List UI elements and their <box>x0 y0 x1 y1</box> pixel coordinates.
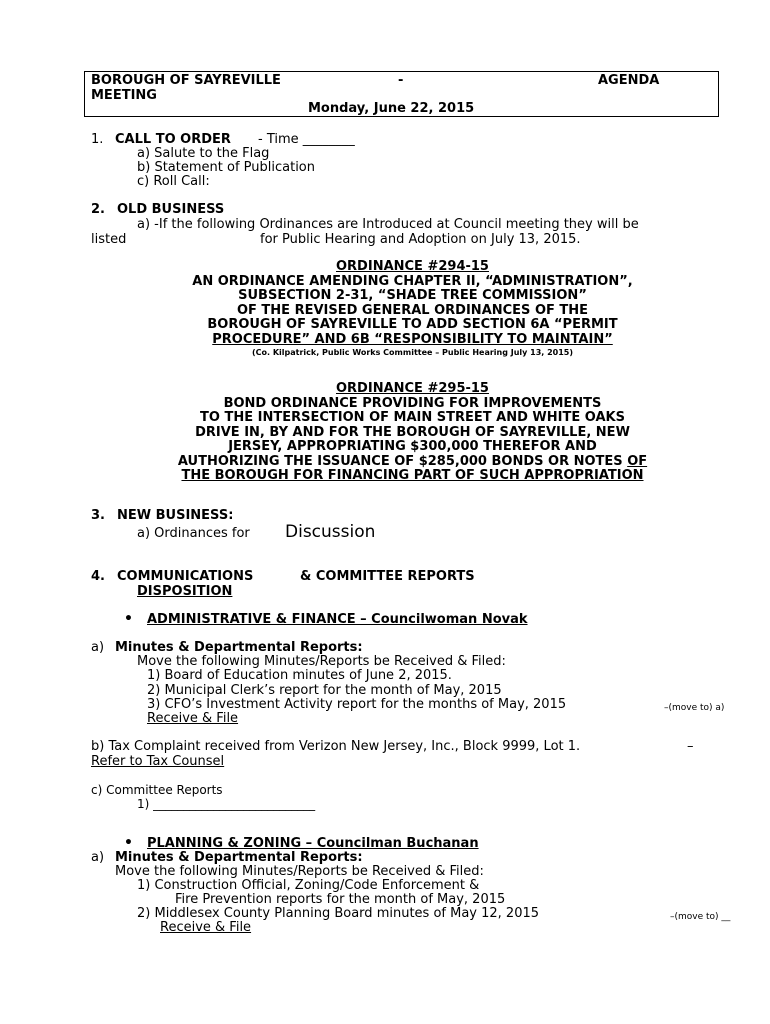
header-meeting: MEETING <box>91 88 157 103</box>
header-agenda: AGENDA <box>598 73 660 88</box>
planning-move: Move the following Minutes/Reports be Received & Filed: <box>115 864 484 879</box>
s1-title: CALL TO ORDER <box>115 132 231 147</box>
admin-item-2: 2) Municipal Clerk’s report for the month of May, 2015 <box>147 683 502 698</box>
s1-item-b: b) Statement of Publication <box>137 160 316 175</box>
admin-b-text: b) Tax Complaint received from Verizon New Jersey, Inc., Block 9999, Lot 1. <box>91 739 581 754</box>
planning-bullet: • <box>124 835 133 851</box>
s2-number: 2. <box>91 202 105 217</box>
ordinance-294-note: (Co. Kilpatrick, Public Works Committee – Public Hearing July 13, 2015) <box>251 348 574 357</box>
planning-a-title: Minutes & Departmental Reports: <box>115 850 363 865</box>
s3-item-a: a) Ordinances for <box>137 526 250 541</box>
ordinance-295-line5-of: OF <box>627 453 648 469</box>
ordinance-295-line4: JERSEY, APPROPRIATING $300,000 THEREFOR AND <box>228 439 597 454</box>
admin-move: Move the following Minutes/Reports be Received & Filed: <box>137 654 506 669</box>
ordinance-295-line2: TO THE INTERSECTION OF MAIN STREET AND WHITE OAKS <box>200 410 625 425</box>
s3-item-discussion: Discussion <box>285 522 376 542</box>
ordinance-294-line5: PROCEDURE” AND 6B “RESPONSIBILITY TO MAINTAIN” <box>212 331 613 347</box>
ordinance-295-line5-text: AUTHORIZING THE ISSUANCE OF $285,000 BONDS OR NOTES <box>177 453 623 469</box>
admin-item-1: 1) Board of Education minutes of June 2, 2015. <box>147 668 452 683</box>
s1-number: 1. <box>91 132 104 147</box>
admin-item-3: 3) CFO’s Investment Activity report for the months of May, 2015 <box>147 697 567 712</box>
planning-item-2: 2) Middlesex County Planning Board minutes of May 12, 2015 <box>137 906 540 921</box>
ordinance-295-block <box>90 382 735 484</box>
admin-a-title: Minutes & Departmental Reports: <box>115 640 363 655</box>
admin-c-item: 1) ___________________________ <box>137 797 316 811</box>
planning-item-1: 1) Construction Official, Zoning/Code Enforcement & <box>137 878 480 893</box>
admin-b-dash: – <box>687 739 694 754</box>
planning-heading: PLANNING & ZONING – Councilman Buchanan <box>147 836 479 851</box>
ordinance-294-line4: BOROUGH OF SAYREVILLE TO ADD SECTION 6A “PERMIT <box>207 317 618 332</box>
admin-receive-file: Receive & File <box>147 711 239 726</box>
s1-item-c: c) Roll Call: <box>137 174 210 189</box>
ordinance-294-block <box>90 260 735 358</box>
header-dash: - <box>398 73 404 88</box>
s4-disposition: DISPOSITION <box>137 584 233 599</box>
header-date: Monday, June 22, 2015 <box>308 101 475 116</box>
admin-b-refer: Refer to Tax Counsel <box>91 754 225 769</box>
ordinance-294-line3: OF THE REVISED GENERAL ORDINANCES OF THE <box>236 302 589 318</box>
ordinance-294-title: ORDINANCE #294-15 <box>336 259 489 274</box>
ordinance-294-line2: SUBSECTION 2-31, “SHADE TREE COMMISSION” <box>238 288 587 303</box>
planning-item-1b: Fire Prevention reports for the month of May, 2015 <box>175 892 506 907</box>
admin-a-label: a) <box>91 640 105 655</box>
admin-c-text: c) Committee Reports <box>91 783 223 797</box>
admin-item-3-note: –(move to) a) <box>664 703 725 713</box>
ordinance-295-line1: BOND ORDINANCE PROVIDING FOR IMPROVEMENTS <box>223 395 602 411</box>
s2-title: OLD BUSINESS <box>117 202 225 217</box>
s1-time: - Time ________ <box>258 132 355 147</box>
header-org: BOROUGH OF SAYREVILLE <box>91 73 281 88</box>
s4-number: 4. <box>91 569 105 584</box>
admin-heading: ADMINISTRATIVE & FINANCE – Councilwoman Novak <box>147 612 528 627</box>
s4-title: COMMUNICATIONS <box>117 569 254 584</box>
admin-bullet: • <box>124 611 133 627</box>
ordinance-295-line5 <box>90 455 735 470</box>
planning-a-label: a) <box>91 850 105 865</box>
planning-receive-file: Receive & File <box>160 920 252 935</box>
s3-number: 3. <box>91 508 105 523</box>
s4-title-committee: & COMMITTEE REPORTS <box>300 569 475 584</box>
ordinance-295-line6: THE BOROUGH FOR FINANCING PART OF SUCH APPROPRIATION <box>181 468 644 483</box>
planning-item-2-note: –(move to) __ <box>670 912 731 922</box>
s2-line2-listed: listed <box>91 232 127 247</box>
s1-item-a: a) Salute to the Flag <box>137 146 270 161</box>
ordinance-295-line3: DRIVE IN, BY AND FOR THE BOROUGH OF SAYREVILLE, NEW <box>195 424 630 440</box>
ordinance-294-line1: AN ORDINANCE AMENDING CHAPTER II, “ADMINISTRATION”, <box>192 273 633 289</box>
s2-line2-hearing: for Public Hearing and Adoption on July 13, 2015. <box>260 232 581 247</box>
s2-line1: a) -If the following Ordinances are Introduced at Council meeting they will be <box>137 217 639 232</box>
s3-title: NEW BUSINESS: <box>117 508 234 523</box>
ordinance-295-title: ORDINANCE #295-15 <box>336 381 489 396</box>
